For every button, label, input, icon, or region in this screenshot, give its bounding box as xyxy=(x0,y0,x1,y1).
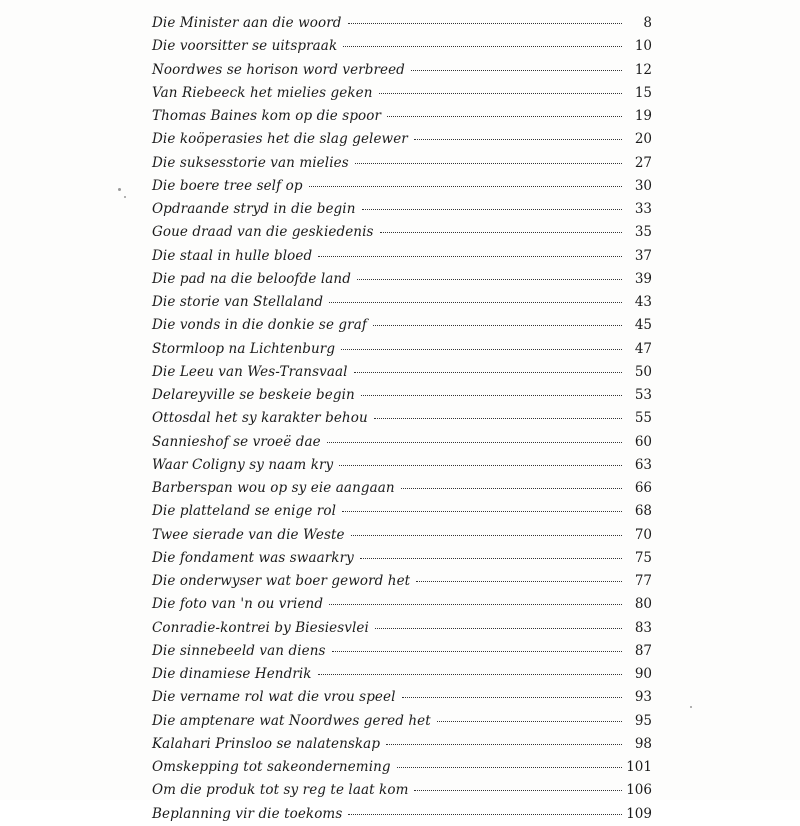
toc-entry xyxy=(152,640,652,663)
dot-leader xyxy=(386,744,622,745)
toc-entry-title: Van Riebeeck het mielies geken xyxy=(152,84,373,101)
page-speck xyxy=(124,196,126,198)
toc-entry-page-number: 101 xyxy=(626,759,652,775)
toc-entry-title: Om die produk tot sy reg te laat kom xyxy=(152,782,409,799)
toc-entry-page-number: 10 xyxy=(634,38,652,55)
toc-entry-page-number: 83 xyxy=(634,619,652,636)
toc-entry-title: Omskepping tot sakeonderneming xyxy=(152,759,391,775)
dot-leader xyxy=(414,790,622,791)
toc-entry-page-number: 77 xyxy=(634,573,652,589)
toc-entry xyxy=(152,314,652,337)
toc-entry-title: Die suksesstorie van mielies xyxy=(152,154,349,171)
dot-leader xyxy=(318,256,622,257)
toc-entry-page-number: 30 xyxy=(634,177,652,194)
dot-leader xyxy=(373,325,622,326)
toc-entry-title: Die pad na die beloofde land xyxy=(152,270,351,287)
toc-entry-title: Die foto van 'n ou vriend xyxy=(152,596,324,613)
toc-entry xyxy=(152,524,652,547)
toc-entry-title: Ottosdal het sy karakter behou xyxy=(152,410,368,427)
dot-leader xyxy=(360,558,622,559)
toc-entry xyxy=(152,500,652,523)
dot-leader xyxy=(414,139,622,140)
toc-entry-title: Die voorsitter se uitspraak xyxy=(152,38,338,55)
dot-leader xyxy=(329,302,622,303)
toc-entry xyxy=(152,35,652,58)
toc-entry xyxy=(152,710,652,733)
toc-entry-title: Barberspan wou op sy eie aangaan xyxy=(152,480,395,496)
toc-entry-page-number: 98 xyxy=(634,735,652,752)
dot-leader xyxy=(329,604,622,605)
toc-entry xyxy=(152,175,652,198)
dot-leader xyxy=(374,418,622,419)
toc-entry-page-number: 63 xyxy=(634,456,652,473)
toc-entry-title: Beplanning vir die toekoms xyxy=(152,805,343,822)
page-speck xyxy=(118,188,121,191)
toc-entry-title: Die koöperasies het die slag gelewer xyxy=(152,131,408,148)
toc-entry-title: Die Leeu van Wes-Transvaal xyxy=(152,363,348,380)
toc-entry xyxy=(152,547,652,570)
toc-entry xyxy=(152,779,652,802)
toc-entry xyxy=(152,338,652,361)
toc-entry-title: Die storie van Stellaland xyxy=(152,294,324,310)
dot-leader xyxy=(362,209,622,210)
toc-entry-title: Die vername rol wat die vrou speel xyxy=(152,689,396,706)
toc-entry-title: Die platteland se enige rol xyxy=(152,503,336,520)
toc-entry-page-number: 68 xyxy=(634,503,652,520)
toc-entry xyxy=(152,361,652,384)
dot-leader xyxy=(318,674,622,675)
dot-leader xyxy=(397,767,622,768)
dot-leader xyxy=(361,395,622,396)
toc-entry xyxy=(152,245,652,268)
toc-entry-page-number: 60 xyxy=(634,433,652,450)
toc-entry-page-number: 66 xyxy=(634,480,652,496)
toc-entry xyxy=(152,477,652,500)
dot-leader xyxy=(332,651,622,652)
toc-entry-title: Stormloop na Lichtenburg xyxy=(152,340,336,357)
toc-entry xyxy=(152,59,652,82)
toc-entry-page-number: 87 xyxy=(634,642,652,659)
toc-entry-title: Die staal in hulle bloed xyxy=(152,247,313,264)
toc-entry-page-number: 93 xyxy=(634,689,652,706)
toc-entry-page-number: 43 xyxy=(634,294,652,310)
toc-entry-page-number: 53 xyxy=(634,387,652,403)
dot-leader xyxy=(327,442,622,443)
toc-entry-title: Kalahari Prinsloo se nalatenskap xyxy=(152,735,381,752)
toc-entry xyxy=(152,663,652,686)
toc-entry xyxy=(152,82,652,105)
dot-leader xyxy=(354,372,622,373)
toc-entry xyxy=(152,221,652,244)
dot-leader xyxy=(342,511,622,512)
toc-entry xyxy=(152,686,652,709)
dot-leader xyxy=(351,535,622,536)
toc-entry-title: Conradie-kontrei by Biesiesvlei xyxy=(152,619,369,636)
toc-entry xyxy=(152,617,652,640)
toc-entry-page-number: 90 xyxy=(634,666,652,682)
dot-leader xyxy=(355,163,622,164)
toc-entry-page-number: 19 xyxy=(634,108,652,124)
toc-entry-title: Die sinnebeeld van diens xyxy=(152,642,326,659)
page-speck xyxy=(690,706,692,708)
dot-leader xyxy=(348,23,623,24)
toc-entry-title: Opdraande stryd in die begin xyxy=(152,201,356,217)
toc-entry-page-number: 47 xyxy=(634,340,652,357)
toc-entry-page-number: 55 xyxy=(634,410,652,427)
dot-leader xyxy=(341,349,622,350)
toc-entry-page-number: 70 xyxy=(634,526,652,543)
toc-entry-title: Sannieshof se vroeë dae xyxy=(152,433,321,450)
toc-entry xyxy=(152,756,652,779)
toc-entry xyxy=(152,454,652,477)
toc-entry xyxy=(152,128,652,151)
toc-entry xyxy=(152,570,652,593)
dot-leader xyxy=(387,116,622,117)
toc-entry xyxy=(152,407,652,430)
toc-entry xyxy=(152,105,652,128)
toc-entry xyxy=(152,384,652,407)
dot-leader xyxy=(343,46,622,47)
toc-entry xyxy=(152,593,652,616)
toc-entry-page-number: 35 xyxy=(634,224,652,241)
toc-entry-title: Thomas Baines kom op die spoor xyxy=(152,108,382,124)
dot-leader xyxy=(401,488,622,489)
toc-entry-title: Noordwes se horison word verbreed xyxy=(152,61,405,78)
toc-entry-page-number: 37 xyxy=(634,247,652,264)
toc-entry-title: Waar Coligny sy naam kry xyxy=(152,456,334,473)
toc-entry-page-number: 80 xyxy=(634,596,652,613)
toc-entry-page-number: 15 xyxy=(634,84,652,101)
dot-leader xyxy=(402,697,622,698)
toc-entry-title: Die amptenare wat Noordwes gered het xyxy=(152,712,431,729)
toc-entry-page-number: 75 xyxy=(634,549,652,566)
dot-leader xyxy=(309,186,622,187)
toc-entry-title: Twee sierade van die Weste xyxy=(152,526,345,543)
toc-entry-page-number: 12 xyxy=(634,61,652,78)
dot-leader xyxy=(348,814,622,815)
toc-entry-title: Delareyville se beskeie begin xyxy=(152,387,355,403)
toc-entry xyxy=(152,12,652,35)
dot-leader xyxy=(357,279,622,280)
toc-entry-page-number: 20 xyxy=(634,131,652,148)
toc-entry-title: Die dinamiese Hendrik xyxy=(152,666,312,682)
toc-entry-page-number: 8 xyxy=(643,15,652,31)
toc-entry-title: Die fondament was swaarkry xyxy=(152,549,354,566)
toc-entry-page-number: 106 xyxy=(626,782,652,799)
toc-entry-page-number: 39 xyxy=(634,270,652,287)
toc-entry-page-number: 33 xyxy=(634,201,652,217)
dot-leader xyxy=(416,581,622,582)
toc-entry xyxy=(152,431,652,454)
toc-entry xyxy=(152,291,652,314)
toc-entry-title: Die Minister aan die woord xyxy=(152,15,342,31)
toc-entry xyxy=(152,803,652,826)
toc-entry-page-number: 109 xyxy=(626,805,652,822)
toc-entry xyxy=(152,268,652,291)
toc-entry-title: Die vonds in die donkie se graf xyxy=(152,317,367,334)
dot-leader xyxy=(437,721,622,722)
toc-entry xyxy=(152,198,652,221)
toc-entry-title: Die boere tree self op xyxy=(152,177,303,194)
table-of-contents xyxy=(152,12,652,826)
dot-leader xyxy=(411,70,622,71)
toc-entry-page-number: 50 xyxy=(634,363,652,380)
toc-entry-title: Goue draad van die geskiedenis xyxy=(152,224,374,241)
dot-leader xyxy=(339,465,622,466)
dot-leader xyxy=(375,628,622,629)
dot-leader xyxy=(379,93,622,94)
toc-entry-page-number: 95 xyxy=(634,712,652,729)
toc-entry-page-number: 27 xyxy=(634,154,652,171)
toc-entry-title: Die onderwyser wat boer geword het xyxy=(152,573,411,589)
toc-entry xyxy=(152,152,652,175)
toc-entry-page-number: 45 xyxy=(634,317,652,334)
dot-leader xyxy=(380,232,622,233)
toc-entry xyxy=(152,733,652,756)
